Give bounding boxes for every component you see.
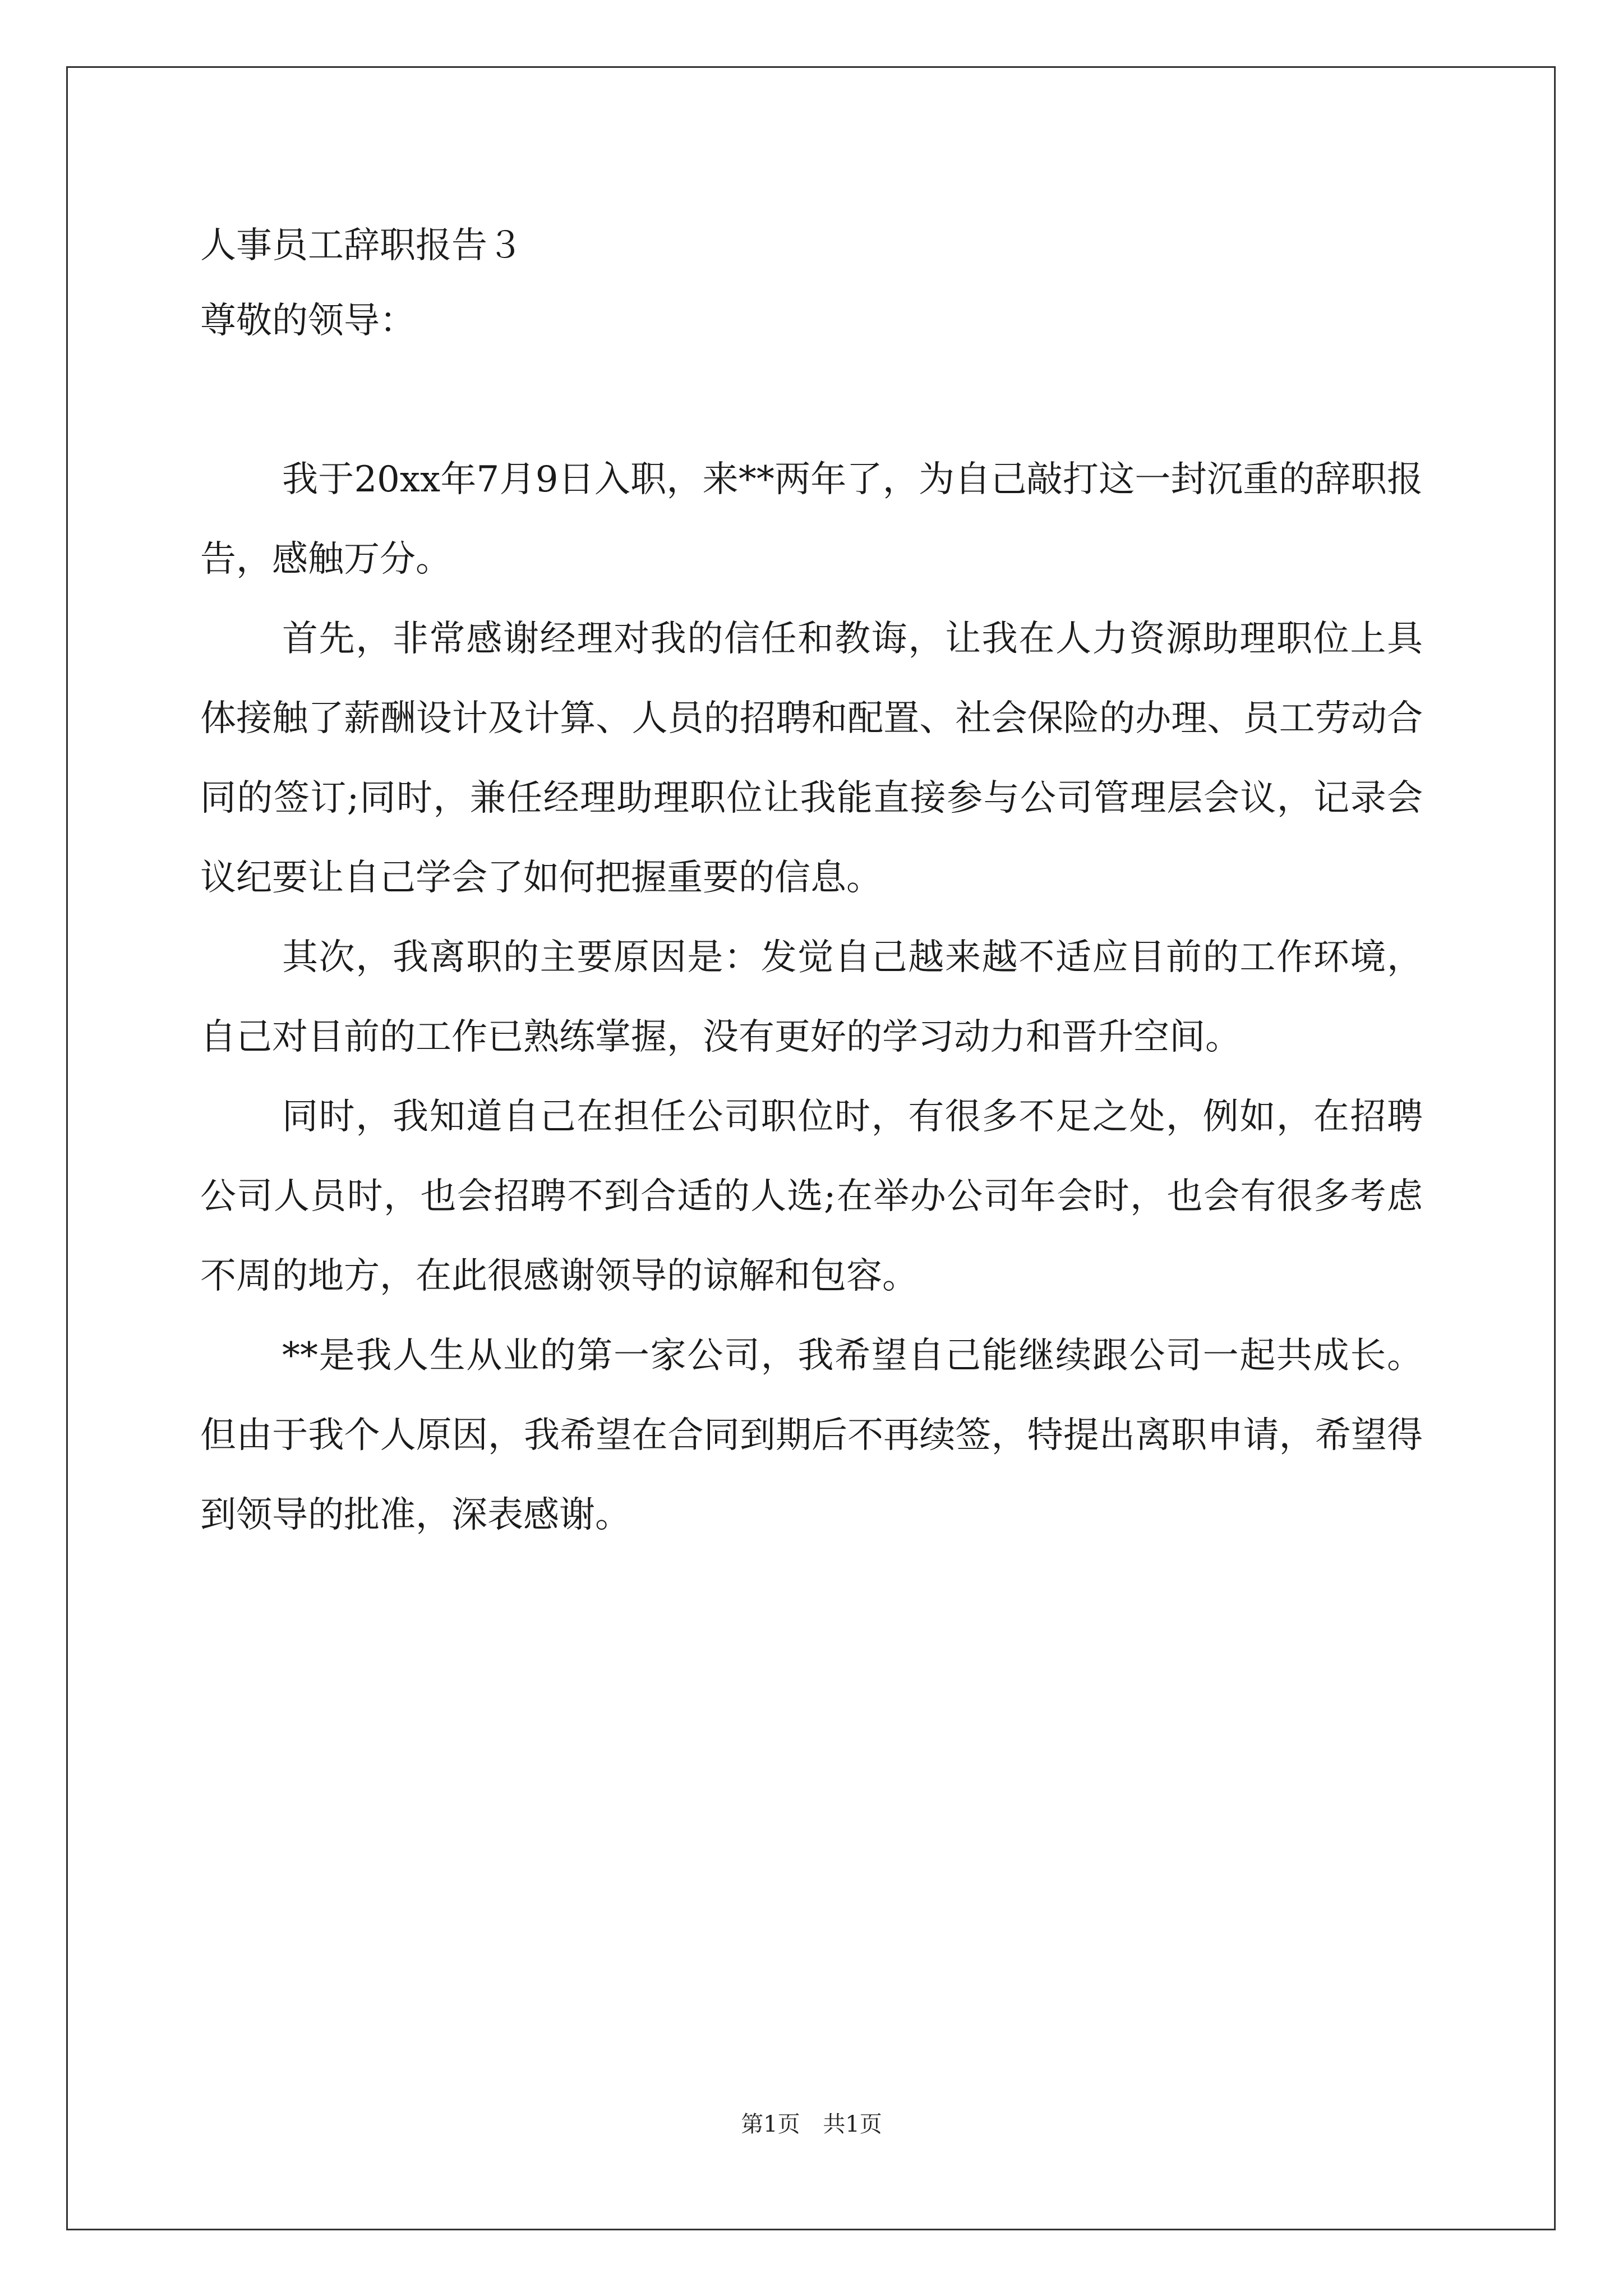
salutation: 尊敬的领导： (200, 300, 416, 342)
paragraph-5: **是我人生从业的第一家公司，我希望自己能继续跟公司一起共成长。但由于我个人原因，我希望在合同到期后不再续签，特提出离职申请，希望得到领导的批准，深表感谢。 (200, 1335, 1423, 1536)
paragraph-2: 首先，非常感谢经理对我的信任和教诲，让我在人力资源助理职位上具体接触了薪酬设计及计算、人员的招聘和配置、社会保险的办理、员工劳动合同的签订;同时，兼任经理助理职位让我能直接参与公司管理层会议，记录会议纪要让自己学会了如何把握重要的信息。 (200, 618, 1423, 899)
page-total: 共1页 (823, 2111, 882, 2137)
page-number: 第1页 (741, 2111, 800, 2137)
paragraph-4: 同时，我知道自己在担任公司职位时，有很多不足之处，例如，在招聘公司人员时，也会招聘不到合适的人选;在举办公司年会时，也会有很多考虑不周的地方，在此很感谢领导的谅解和包容。 (200, 1096, 1423, 1297)
paragraph-1: 我于20xx年7月9日入职，来**两年了，为自己敲打这一封沉重的辞职报告，感触万分。 (200, 459, 1423, 580)
document-body (200, 440, 1423, 1555)
page-footer (0, 2110, 1623, 2138)
document-title: 人事员工辞职报告３ (200, 225, 523, 266)
paragraph-3: 其次，我离职的主要原因是：发觉自己越来越不适应目前的工作环境，自己对目前的工作已熟练掌握，没有更好的学习动力和晋升空间。 (200, 937, 1423, 1058)
